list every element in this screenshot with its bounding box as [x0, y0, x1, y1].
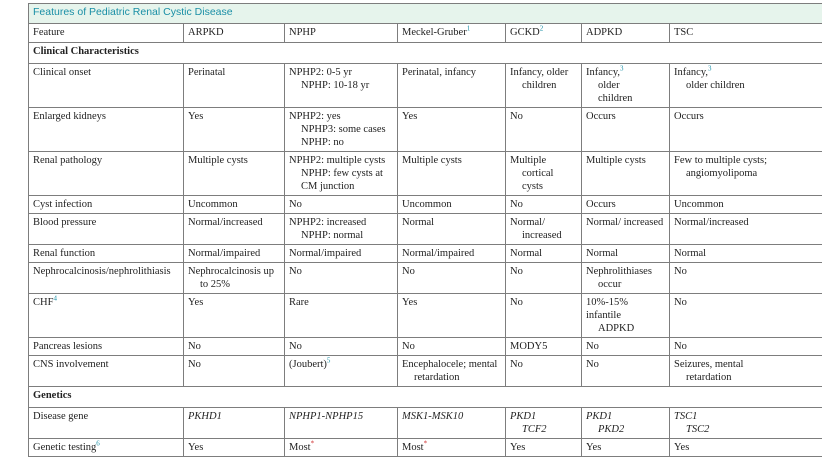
table-row: [29, 108, 822, 152]
row-feature-label: [29, 439, 184, 457]
cell-line: Normal/increased: [188, 217, 263, 228]
cell-line: Occurs: [586, 199, 616, 210]
cell-line: Most: [402, 442, 424, 453]
star-marker[interactable]: *: [423, 439, 428, 448]
column-header: [184, 24, 285, 43]
cell-line: No: [289, 266, 302, 277]
table-cell: [582, 245, 670, 263]
table-row: [29, 338, 822, 356]
cell-line: (Joubert): [289, 359, 327, 370]
cell-line: Perinatal, infancy: [402, 67, 477, 78]
table-cell: [506, 338, 582, 356]
cell-line: PKD1: [510, 411, 537, 422]
cell-line: Yes: [188, 442, 204, 453]
cell-line: Rare: [289, 297, 309, 308]
column-header-label: GCKD: [510, 27, 540, 38]
row-feature-label: [29, 294, 184, 338]
table-cell: [398, 214, 506, 245]
table-cell: [670, 64, 822, 108]
table-cell: [184, 338, 285, 356]
footnote-marker[interactable]: 3: [620, 64, 624, 73]
table-row: [29, 408, 822, 439]
cell-line: No: [510, 266, 523, 277]
cell-line: TSC2: [686, 424, 710, 435]
table-cell: [670, 245, 822, 263]
table-cell: [285, 408, 398, 439]
table-cell: [398, 439, 506, 457]
column-header: [285, 24, 398, 43]
column-header: [582, 24, 670, 43]
table-cell: [582, 196, 670, 214]
row-feature-label: [29, 214, 184, 245]
table-cell: [398, 152, 506, 196]
table-cell: [184, 245, 285, 263]
cell-line: Infancy,: [674, 67, 709, 78]
feature-text: Renal pathology: [33, 155, 103, 166]
table-cell: [184, 214, 285, 245]
table-title-row: [29, 4, 822, 24]
table-cell: [184, 196, 285, 214]
column-header-label: Meckel-Gruber: [402, 27, 467, 38]
cell-line: No: [586, 359, 599, 370]
feature-text: Enlarged kidneys: [33, 111, 106, 122]
table-cell: [582, 356, 670, 387]
cell-line: Seizures, mental: [674, 359, 744, 370]
footnote-marker[interactable]: 4: [53, 294, 57, 303]
table-cell: [670, 338, 822, 356]
column-header: [29, 24, 184, 43]
cell-line: CM junction: [301, 181, 355, 192]
cell-line: No: [510, 111, 523, 122]
feature-text: Blood pressure: [33, 217, 97, 228]
cell-line: Normal: [402, 217, 435, 228]
table-cell: [398, 108, 506, 152]
row-feature-label: [29, 152, 184, 196]
cell-line: MSK1-MSK10: [402, 411, 464, 422]
table-container: [28, 3, 822, 457]
cell-line: Encephalocele; mental: [402, 359, 498, 370]
cell-line: NPHP2: yes: [289, 111, 341, 122]
star-marker[interactable]: *: [310, 439, 315, 448]
cell-line: NPHP3: some cases: [301, 124, 386, 135]
column-header: [506, 24, 582, 43]
section-header-row: [29, 387, 822, 408]
table-row: [29, 64, 822, 108]
cell-line: Uncommon: [674, 199, 724, 210]
table-cell: [184, 356, 285, 387]
cell-line: No: [674, 266, 687, 277]
cell-line: Uncommon: [402, 199, 452, 210]
column-header-label: ADPKD: [586, 27, 623, 38]
cell-line: ADPKD: [598, 323, 635, 334]
cell-line: No: [402, 266, 415, 277]
cell-line: Occurs: [674, 111, 704, 122]
cell-line: Few to multiple cysts;: [674, 155, 768, 166]
cell-line: cysts: [522, 181, 543, 192]
table-cell: [670, 408, 822, 439]
cell-line: Normal: [586, 248, 619, 259]
cell-line: angiomyolipoma: [686, 168, 758, 179]
row-feature-label: [29, 338, 184, 356]
cell-line: retardation: [686, 372, 732, 383]
table-cell: [398, 263, 506, 294]
cell-line: Infancy,: [586, 67, 621, 78]
cell-line: NPHP: normal: [301, 230, 364, 241]
cell-line: No: [289, 341, 302, 352]
table-cell: [670, 214, 822, 245]
table-cell: [582, 408, 670, 439]
table-cell: [184, 108, 285, 152]
footnote-marker[interactable]: 5: [326, 356, 331, 365]
cell-line: to 25%: [200, 279, 231, 290]
table-cell: [285, 196, 398, 214]
cell-line: older children: [686, 80, 745, 91]
cell-line: Normal: [674, 248, 707, 259]
cell-line: NPHP2: increased: [289, 217, 367, 228]
table-cell: [285, 152, 398, 196]
table-cell: [285, 245, 398, 263]
cell-line: NPHP: few cysts at: [301, 168, 383, 179]
cell-line: 10%-15% infantile: [586, 297, 628, 321]
feature-text: Nephrocalcinosis/nephrolithiasis: [33, 266, 171, 277]
cell-line: TSC1: [674, 411, 698, 422]
cell-line: children: [522, 80, 557, 91]
cell-line: Normal/: [510, 217, 545, 228]
section-header: Genetics: [29, 387, 822, 408]
cell-line: No: [510, 297, 523, 308]
cell-line: No: [188, 341, 201, 352]
cell-line: No: [510, 359, 523, 370]
table-cell: [582, 152, 670, 196]
cell-line: Normal: [510, 248, 543, 259]
table-cell: [506, 196, 582, 214]
table-cell: [506, 108, 582, 152]
cell-line: Nephrocalcinosis up: [188, 266, 275, 277]
cell-line: PKHD1: [188, 411, 222, 422]
table-cell: [184, 439, 285, 457]
cell-line: Yes: [402, 297, 418, 308]
table-cell: [582, 263, 670, 294]
feature-text: Genetic testing: [33, 442, 97, 453]
table-cell: [582, 439, 670, 457]
section-header: Clinical Characteristics: [29, 43, 822, 64]
cell-line: NPHP2: 0-5 yr: [289, 67, 353, 78]
table-cell: [582, 108, 670, 152]
cell-line: No: [586, 341, 599, 352]
column-header: [670, 24, 822, 43]
table-row: [29, 356, 822, 387]
table-cell: [506, 214, 582, 245]
cell-line: Yes: [674, 442, 690, 453]
cell-line: Infancy, older: [510, 67, 569, 78]
table-cell: [398, 356, 506, 387]
row-feature-label: [29, 263, 184, 294]
cell-line: Yes: [188, 297, 204, 308]
table-cell: [285, 108, 398, 152]
table-cell: [184, 408, 285, 439]
table-row: [29, 152, 822, 196]
cell-line: No: [289, 199, 302, 210]
table-cell: [285, 356, 398, 387]
cell-line: Uncommon: [188, 199, 238, 210]
cell-line: increased: [522, 230, 562, 241]
feature-text: Renal function: [33, 248, 96, 259]
table-cell: [398, 64, 506, 108]
column-header-row: [29, 24, 822, 43]
cell-line: Normal/impaired: [289, 248, 362, 259]
cell-line: Yes: [586, 442, 602, 453]
cell-line: MODY5: [510, 341, 548, 352]
table-cell: [398, 294, 506, 338]
table-cell: [506, 294, 582, 338]
cell-line: Normal/impaired: [402, 248, 475, 259]
section-header-row: [29, 43, 822, 64]
table-row: [29, 439, 822, 457]
table-cell: [670, 263, 822, 294]
cell-line: TCF2: [522, 424, 547, 435]
cell-line: No: [674, 341, 687, 352]
cell-line: Most: [289, 442, 311, 453]
cell-line: NPHP: 10-18 yr: [301, 80, 370, 91]
cell-line: No: [402, 341, 415, 352]
row-feature-label: [29, 408, 184, 439]
table-cell: [398, 338, 506, 356]
table-cell: [506, 64, 582, 108]
cell-line: Multiple: [510, 155, 547, 166]
table-cell: [184, 64, 285, 108]
table-cell: [184, 294, 285, 338]
table-cell: [506, 263, 582, 294]
row-feature-label: [29, 196, 184, 214]
table-cell: [506, 152, 582, 196]
table-cell: [184, 152, 285, 196]
renal-cystic-disease-table: [28, 3, 822, 457]
table-cell: [506, 245, 582, 263]
table-cell: [506, 408, 582, 439]
footnote-marker[interactable]: 3: [708, 64, 712, 73]
cell-line: children: [598, 93, 633, 104]
table-cell: [184, 263, 285, 294]
cell-line: Yes: [510, 442, 526, 453]
cell-line: Nephrolithiases: [586, 266, 652, 277]
cell-line: Perinatal: [188, 67, 226, 78]
cell-line: Multiple cysts: [402, 155, 462, 166]
feature-text: CHF: [33, 297, 54, 308]
table-cell: [670, 439, 822, 457]
feature-text: Disease gene: [33, 411, 89, 422]
cell-line: NPHP1-NPHP15: [289, 411, 364, 422]
table-cell: [398, 196, 506, 214]
feature-text: CNS involvement: [33, 359, 109, 370]
table-cell: [670, 196, 822, 214]
table-cell: [582, 214, 670, 245]
table-cell: [670, 356, 822, 387]
table-cell: [506, 439, 582, 457]
footnote-marker[interactable]: 6: [96, 439, 100, 448]
cell-line: No: [188, 359, 201, 370]
cell-line: NPHP2: multiple cysts: [289, 155, 386, 166]
column-header-label: TSC: [674, 27, 694, 38]
table-cell: [285, 294, 398, 338]
row-feature-label: [29, 356, 184, 387]
cell-line: No: [674, 297, 687, 308]
column-header-label: Feature: [33, 27, 65, 38]
table-cell: [285, 439, 398, 457]
feature-text: Cyst infection: [33, 199, 93, 210]
cell-line: Occurs: [586, 111, 616, 122]
table-cell: [506, 356, 582, 387]
table-cell: [398, 408, 506, 439]
table-row: [29, 245, 822, 263]
cell-line: PKD2: [598, 424, 625, 435]
table-row: [29, 196, 822, 214]
table-cell: [582, 64, 670, 108]
table-cell: [285, 214, 398, 245]
table-row: [29, 214, 822, 245]
feature-text: Pancreas lesions: [33, 341, 103, 352]
table-cell: [670, 108, 822, 152]
cell-line: Normal/ increased: [586, 217, 664, 228]
table-row: [29, 294, 822, 338]
cell-line: cortical: [522, 168, 554, 179]
table-cell: [582, 338, 670, 356]
column-header: [398, 24, 506, 43]
cell-line: occur: [598, 279, 622, 290]
cell-line: Yes: [188, 111, 204, 122]
row-feature-label: [29, 108, 184, 152]
footnote-marker[interactable]: 2: [539, 24, 544, 33]
cell-line: PKD1: [586, 411, 613, 422]
feature-text: Clinical onset: [33, 67, 92, 78]
table-cell: [285, 64, 398, 108]
cell-line: No: [510, 199, 523, 210]
table-row: [29, 263, 822, 294]
cell-line: Normal/increased: [674, 217, 749, 228]
table-cell: [285, 263, 398, 294]
cell-line: NPHP: no: [301, 137, 344, 148]
column-header-label: NPHP: [289, 27, 316, 38]
row-feature-label: [29, 64, 184, 108]
column-header-label: ARPKD: [188, 27, 224, 38]
cell-line: retardation: [414, 372, 460, 383]
cell-line: Multiple cysts: [586, 155, 646, 166]
table-cell: [582, 294, 670, 338]
table-cell: [285, 338, 398, 356]
table-cell: [670, 294, 822, 338]
cell-line: Multiple cysts: [188, 155, 248, 166]
cell-line: older: [598, 80, 620, 91]
row-feature-label: [29, 245, 184, 263]
cell-line: Normal/impaired: [188, 248, 261, 259]
table-cell: [398, 245, 506, 263]
footnote-marker[interactable]: 1: [466, 24, 471, 33]
table-title: Features of Pediatric Renal Cystic Disease: [29, 4, 822, 24]
table-cell: [670, 152, 822, 196]
cell-line: Yes: [402, 111, 418, 122]
